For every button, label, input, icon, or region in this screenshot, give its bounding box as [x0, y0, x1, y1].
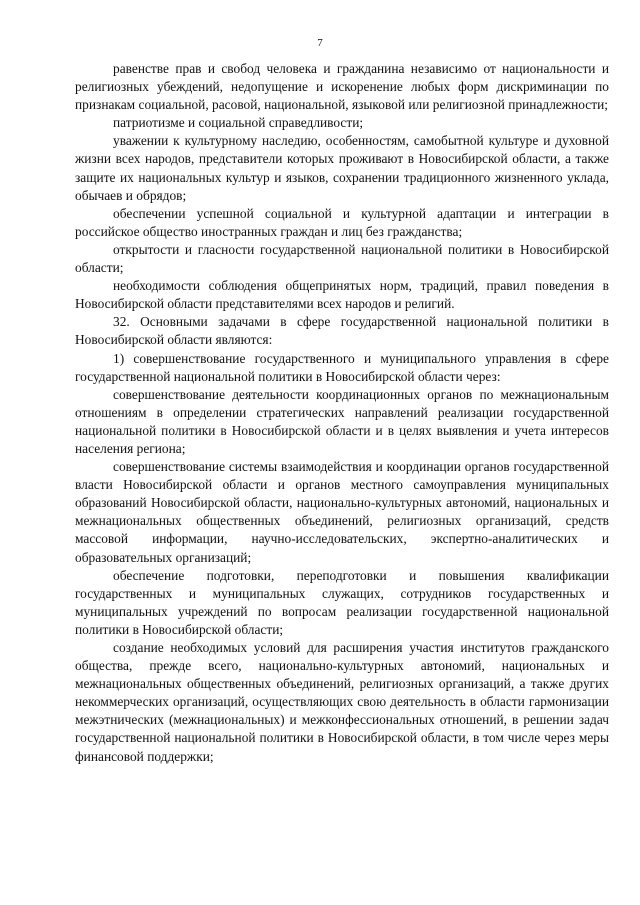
- paragraph: обеспечение подготовки, переподготовки и повышения квалификации государственных и муниципальных служащих, сотрудников государственных и муниципальных учреждений по вопросам реализации государственной национальной политики в Новосибирской области;: [75, 567, 609, 637]
- paragraph: равенстве прав и свобод человека и гражданина независимо от национальности и религиозных убеждений, недопущение и искоренение любых форм дискриминации по признакам социальной, расовой, национальной, языковой или религиозной принадлежности;: [75, 61, 609, 113]
- paragraph: патриотизме и социальной справедливости;: [113, 115, 364, 131]
- paragraph: обеспечении успешной социальной и культурной адаптации и интеграции в российское общество иностранных граждан и лиц без гражданства;: [75, 205, 609, 239]
- paragraph: 1) совершенствование государственного и муниципального управления в сфере государственной национальной политики в Новосибирской области через:: [75, 350, 609, 384]
- paragraph: уважении к культурному наследию, особенностям, самобытной культуре и духовной жизни всех народов, представители которых проживают в Новосибирской области, а также защите их национальных культур и языков, сохранении традиционного жизненного уклада, обычаев и обрядов;: [75, 133, 609, 203]
- paragraph: необходимости соблюдения общепринятых норм, традиций, правил поведения в Новосибирской области представителями всех народов и религий.: [75, 278, 609, 312]
- paragraph: создание необходимых условий для расширения участия институтов гражданского общества, прежде всего, национально-культурных автономий, национальных и межнациональных общественных объединений, религиозных организаций, а также других некоммерческих организаций, осуществляющих свою деятельность в области гармонизации межэтнических (межнациональных) и межконфессиональных отношений, в решении задач государственной национальной политики в Новосибирской области, в том числе через меры финансовой поддержки;: [75, 640, 609, 764]
- page-number: 7: [317, 37, 323, 49]
- paragraph: совершенствование деятельности координационных органов по межнациональным отношениям в определении стратегических направлений реализации государственной национальной политики в Новосибирской области и в целях выявления и учета интересов населения региона;: [75, 386, 609, 456]
- paragraph: 32. Основными задачами в сфере государственной национальной политики в Новосибирской области являются:: [75, 314, 609, 348]
- document-body: [75, 60, 609, 766]
- paragraph: совершенствование системы взаимодействия и координации органов государственной власти Новосибирской области и органов местного самоуправления муниципальных образований Новосибирской области, национально-культурных автономий, национальных и межнациональных общественных объединений, религиозных организаций, средств массовой информации, научно-исследовательских, экспертно-аналитических и образовательных организаций;: [75, 459, 609, 565]
- paragraph: открытости и гласности государственной национальной политики в Новосибирской области;: [75, 241, 609, 276]
